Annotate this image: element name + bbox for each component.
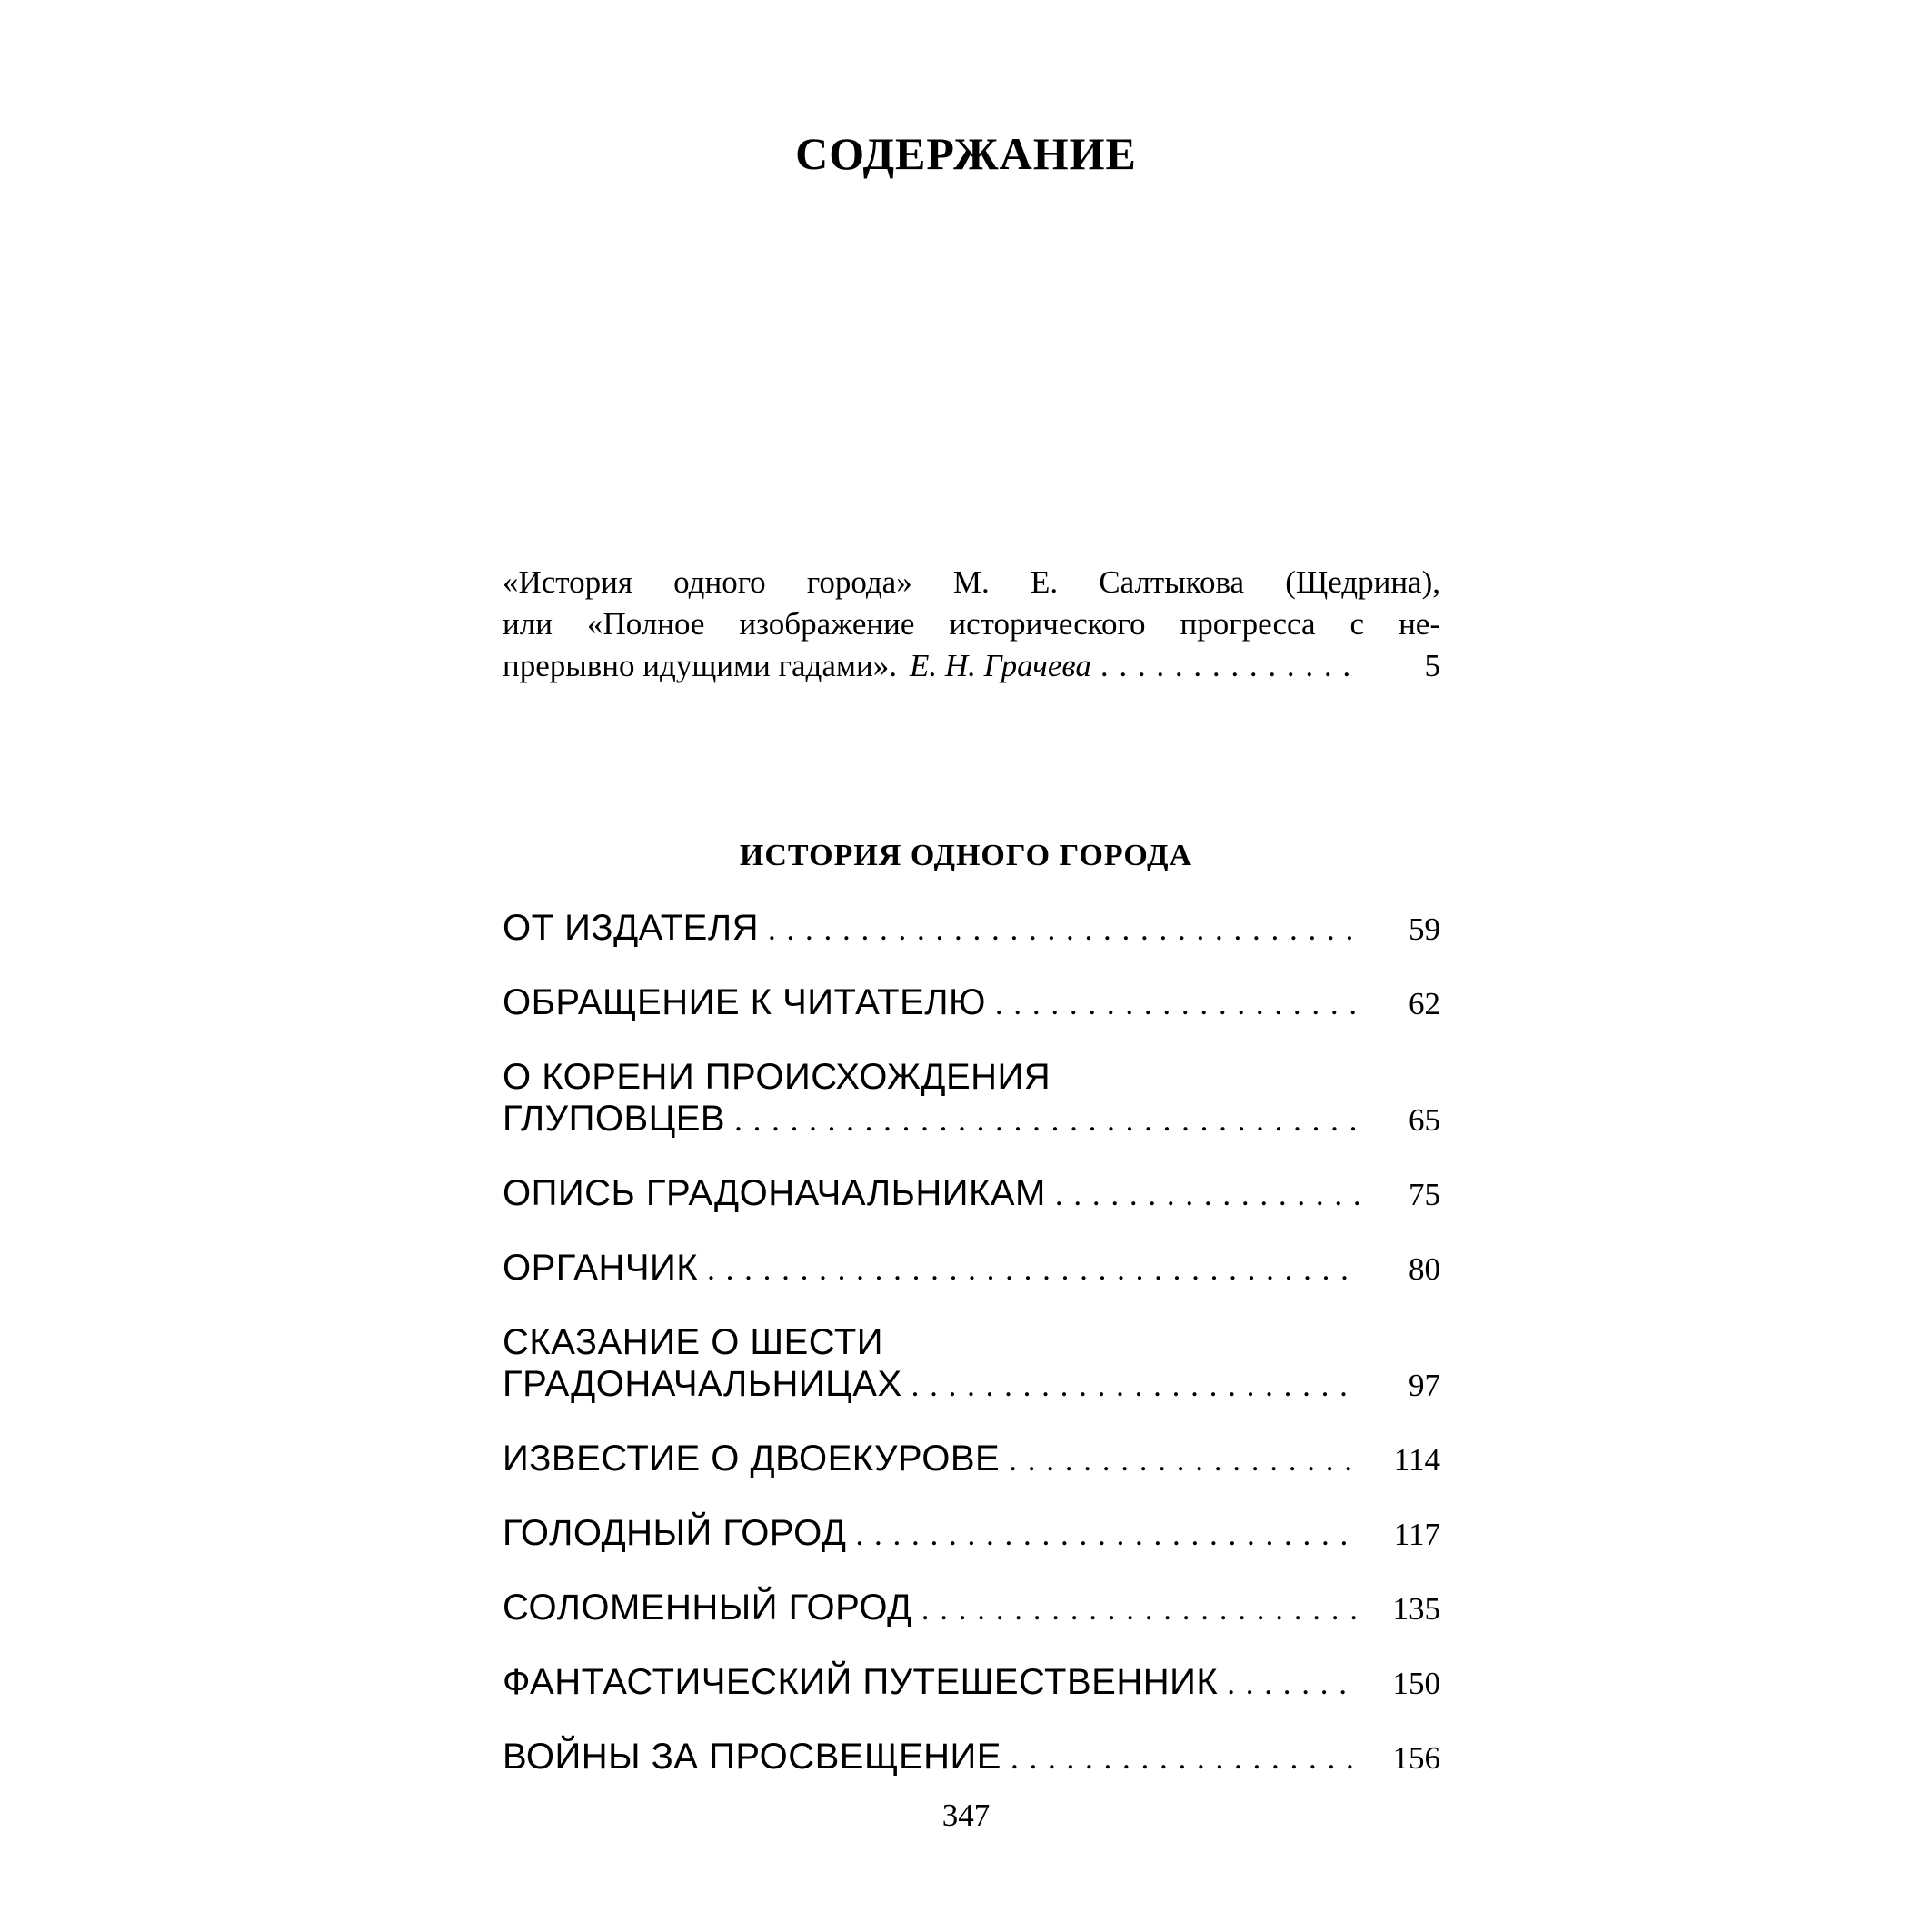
toc-entry-title: СКАЗАНИЕ О ШЕСТИ	[503, 1322, 883, 1362]
dot-leader	[768, 909, 1359, 951]
toc-entry-line	[503, 1512, 1440, 1556]
toc-entry-line	[503, 1363, 1440, 1407]
toc-entry	[503, 1438, 1440, 1481]
toc-entry-line	[503, 907, 1440, 951]
toc-entry	[503, 1321, 1440, 1407]
toc-entry-title: ВОЙНЫ ЗА ПРОСВЕЩЕНИЕ	[503, 1737, 1001, 1777]
toc-page-number: 117	[1393, 1517, 1440, 1552]
toc-list	[503, 907, 1440, 1810]
toc-entry-line	[503, 981, 1440, 1025]
intro-line-3	[503, 645, 1440, 687]
toc-entry-title: ИЗВЕСТИЕ О ДВОЕКУРОВЕ	[503, 1439, 1001, 1479]
toc-entry-title: СОЛОМЕННЫЙ ГОРОД	[503, 1588, 912, 1628]
toc-entry-title: О КОРЕНИ ПРОИСХОЖДЕНИЯ	[503, 1057, 1051, 1097]
intro-text-line-1: «История одного города» М. Е. Салтыкова (Щедрина),	[503, 564, 1440, 600]
section-heading: ИСТОРИЯ ОДНОГО ГОРОДА	[739, 839, 1193, 872]
toc-page-number: 62	[1409, 986, 1440, 1021]
dot-leader	[1227, 1663, 1359, 1705]
toc-entry-title: ГЛУПОВЦЕВ	[503, 1099, 726, 1139]
toc-page-number: 80	[1409, 1251, 1440, 1287]
toc-entry	[503, 1172, 1440, 1216]
intro-line-1	[503, 562, 1440, 603]
toc-entry-title: ОПИСЬ ГРАДОНАЧАЛЬНИКАМ	[503, 1173, 1046, 1213]
intro-entry	[503, 562, 1440, 687]
intro-line-2	[503, 603, 1440, 645]
dot-leader	[995, 983, 1359, 1025]
toc-entry-line	[503, 1438, 1440, 1481]
dot-leader	[855, 1514, 1359, 1556]
dot-leader	[911, 1365, 1359, 1407]
toc-entry-line	[503, 1098, 1440, 1141]
dot-leader	[921, 1588, 1359, 1630]
intro-page-number: 5	[1424, 648, 1440, 683]
toc-entry	[503, 1736, 1440, 1779]
toc-entry	[503, 907, 1440, 951]
toc-entry-line	[503, 1736, 1440, 1779]
toc-page-number: 114	[1393, 1442, 1440, 1478]
toc-page-number: 75	[1409, 1177, 1440, 1212]
toc-entry-line	[503, 1321, 1440, 1363]
toc-page-number: 97	[1409, 1368, 1440, 1403]
dot-leader	[1055, 1174, 1359, 1216]
dot-leader	[1009, 1439, 1359, 1481]
toc-page-number: 150	[1392, 1666, 1440, 1701]
page-folio: 347	[941, 1798, 991, 1833]
toc-entry	[503, 1661, 1440, 1705]
toc-entry-line	[503, 1661, 1440, 1705]
toc-entry-title: ГОЛОДНЫЙ ГОРОД	[503, 1513, 847, 1553]
toc-entry-line	[503, 1587, 1440, 1630]
toc-page-number: 156	[1392, 1740, 1440, 1776]
intro-author: Е. Н. Грачева	[910, 648, 1091, 683]
toc-entry	[503, 1056, 1440, 1141]
toc-entry-line	[503, 1056, 1440, 1098]
page-title: СОДЕРЖАНИЕ	[795, 128, 1137, 179]
toc-entry-title: ФАНТАСТИЧЕСКИЙ ПУТЕШЕСТВЕННИК	[503, 1662, 1219, 1702]
toc-entry-title: ОТ ИЗДАТЕЛЯ	[503, 908, 759, 948]
toc-entry	[503, 1587, 1440, 1630]
intro-text-line-2: или «Полное изображение исторического прогресса с не-	[503, 606, 1440, 642]
toc-entry	[503, 1247, 1440, 1290]
toc-page-number: 135	[1392, 1591, 1440, 1627]
toc-entry-title: ГРАДОНАЧАЛЬНИЦАХ	[503, 1364, 902, 1404]
dot-leader	[707, 1249, 1359, 1290]
toc-page-number: 59	[1409, 911, 1440, 947]
dot-leader	[734, 1100, 1359, 1141]
toc-entry-title: ОБРАЩЕНИЕ К ЧИТАТЕЛЮ	[503, 982, 986, 1022]
dot-leader	[1011, 1738, 1359, 1779]
dot-leader	[1100, 645, 1359, 687]
toc-entry-line	[503, 1172, 1440, 1216]
toc-entry	[503, 981, 1440, 1025]
toc-entry	[503, 1512, 1440, 1556]
intro-text-line-3: прерывно идущими гадами».	[503, 648, 897, 683]
toc-entry-line	[503, 1247, 1440, 1290]
toc-entry-title: ОРГАНЧИК	[503, 1248, 699, 1288]
toc-page-number: 65	[1409, 1102, 1440, 1138]
